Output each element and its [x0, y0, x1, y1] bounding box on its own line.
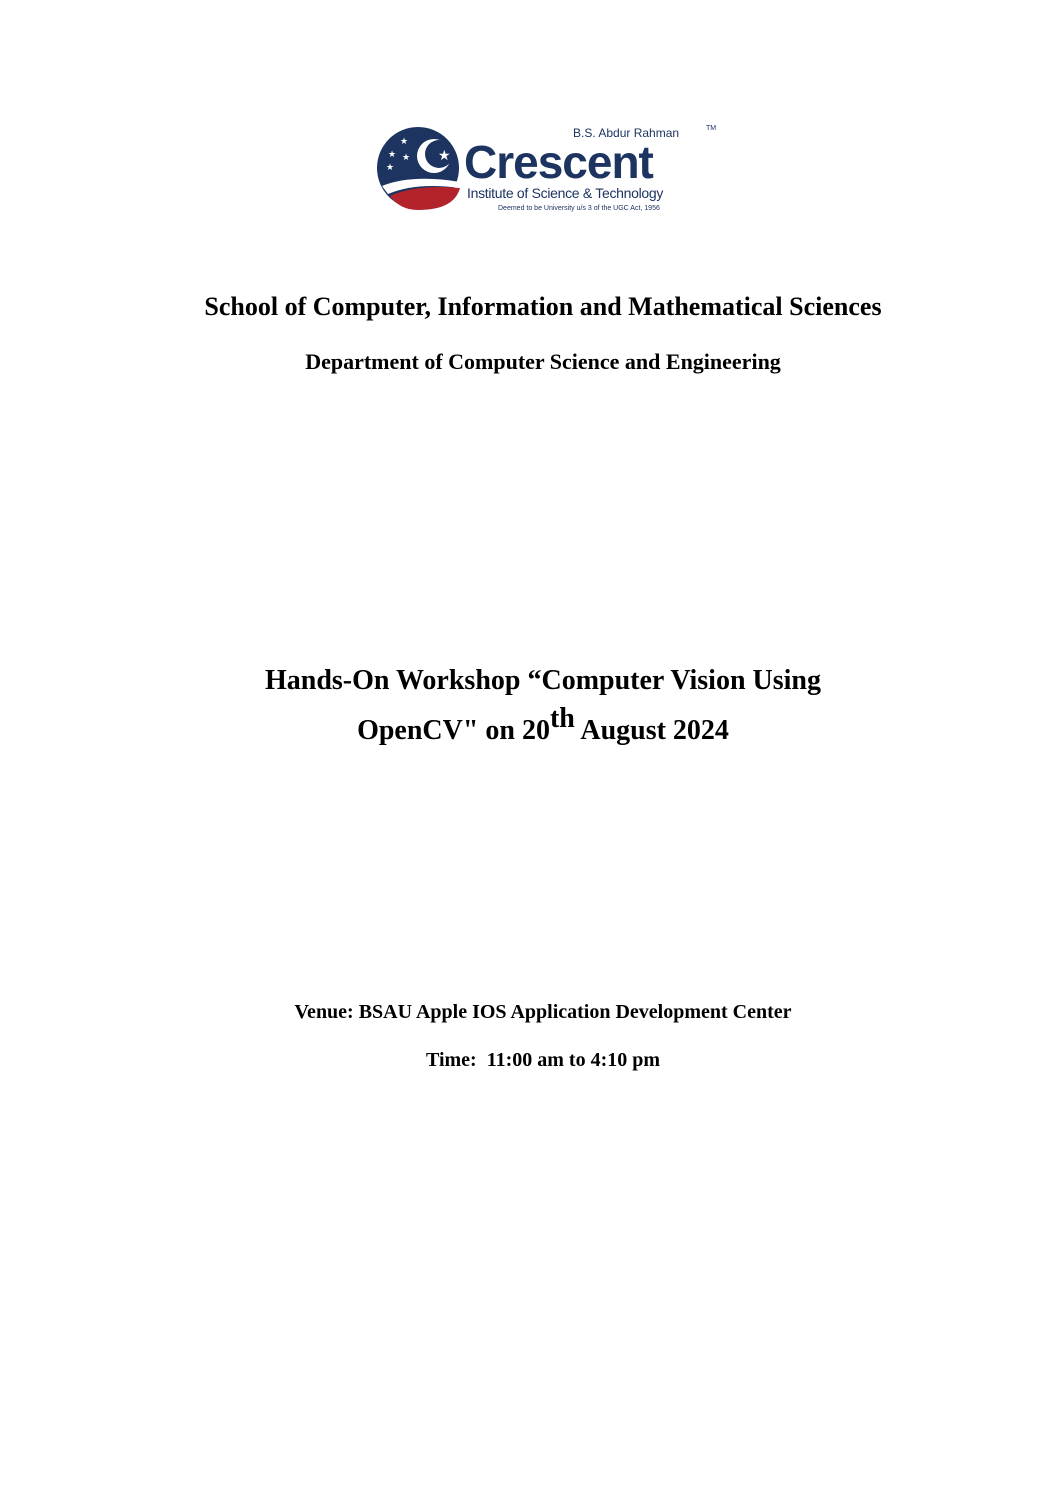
venue-text: Venue: BSAU Apple IOS Application Development Center — [294, 1001, 792, 1023]
workshop-title-post: August 2024 — [574, 715, 729, 746]
workshop-title-pre: OpenCV" on 20 — [357, 715, 550, 746]
svg-text:★: ★ — [388, 150, 397, 160]
time-text: Time: 11:00 am to 4:10 pm — [425, 1049, 661, 1071]
crescent-logo — [376, 124, 716, 216]
logo-top-line: B.S. Abdur Rahman — [573, 126, 680, 140]
logo-name: Crescent — [464, 136, 653, 188]
crescent-emblem-icon — [376, 124, 462, 214]
svg-text:★: ★ — [438, 148, 451, 164]
svg-text:★: ★ — [402, 153, 411, 163]
school-heading: School of Computer, Information and Mathematical Sciences — [204, 292, 882, 321]
workshop-title-line2 — [0, 703, 1059, 748]
logo-tm: TM — [706, 125, 717, 132]
department-heading: Department of Computer Science and Engineering — [305, 349, 781, 374]
svg-text:★: ★ — [386, 163, 395, 173]
svg-text:★: ★ — [400, 137, 409, 147]
logo-subtitle: Institute of Science & Technology — [467, 185, 664, 201]
workshop-title-line1: Hands-On Workshop “Computer Vision Using — [264, 665, 822, 696]
logo-deemed: Deemed to be University u/s 3 of the UGC Act, 1956 — [498, 205, 660, 212]
ordinal-suffix: th — [549, 703, 575, 734]
